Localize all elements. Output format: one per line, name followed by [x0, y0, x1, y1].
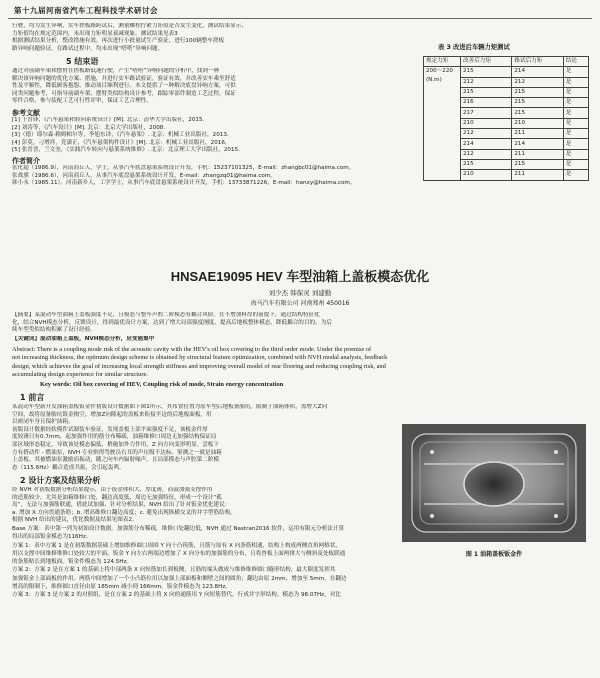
table-cell: 217: [461, 108, 512, 118]
table-cell: 212: [461, 77, 512, 87]
abstract-cn: 【摘要】某混动车型油箱上盖板强度不足，且模态与整车声腔二阶模态有耦合风险。在不增加料厚的前提下，通过结构特征优 化，结合NVH模态分析，反馈设计，得到最优设计方案，达到了增大局部强度刚度、提高后地板整体模态、降低耦合的目的。为后 续车型类似结构积累了设计经验。: [12, 312, 332, 334]
table-cell: 214: [461, 139, 512, 149]
table-cell: 216: [461, 98, 512, 108]
author-bio-item: 韩小永（1985.11），河南新乡人，工学学士，从事汽车底盘悬架系统设计开发，手机：13733871226，E-mail：hanxy@haima.com。: [12, 180, 356, 187]
table-cell: 是: [563, 170, 588, 180]
author-bio-title: 作者简介: [12, 157, 40, 165]
running-header: 第十九届河南省汽车工程科技学术研讨会: [14, 6, 158, 15]
reference-item: [5] 张晋晋，兰文奎，《实践汽车转向与悬架系统维修》. 北京：北京理工大学出版社，2015.: [12, 147, 240, 154]
torque-table: [423, 56, 589, 181]
reference-item: [2] 刘涛等，《汽车设计》[M]. 北京：北京大学出版社，2008.: [12, 124, 166, 131]
abstract-en: Abstract: There is a coupling mode risk of the acoustic cavity with the HEV's oil box covering to the third order mode. Under the premise of not increasing thickness, the optimum design scheme is obtained by structural feature optimization, combined with NVH modal analysis, feedback design, which achieves the goal of increasing local strength stiffness and improving overall model of rear flooring and reducing coupling risk, and accumulating design experience for similar structure.: [12, 346, 388, 378]
table-cell: 是: [563, 108, 588, 118]
table-cell: 是: [563, 139, 588, 149]
table-cell: 211: [512, 149, 563, 159]
table-cell: 215: [512, 98, 563, 108]
table-cell: 210: [512, 118, 563, 128]
fuel-tank-cover-image: [402, 424, 586, 542]
table-cell: 是: [563, 77, 588, 87]
table-cell: 212: [461, 149, 512, 159]
table-header-row: [424, 57, 589, 67]
table-cell: 215: [461, 159, 512, 169]
table-cell: 212: [512, 77, 563, 87]
table-header-cell: 路试后力矩: [512, 57, 563, 67]
table-cell: 214: [512, 67, 563, 77]
table-cell: 211: [512, 170, 563, 180]
references-list: [12, 117, 417, 155]
reference-item: [1] 于晋锋，《汽车悬架和转向系统设计》[M]. 北京：清华大学出版社，2015.: [12, 117, 205, 123]
paper-authors: 刘少杰 韩保灵 刘建勤: [268, 289, 332, 297]
table-cell: 是: [563, 159, 588, 169]
table-cell: 是: [563, 98, 588, 108]
reference-item: [4] 彭莫，刁增祥，党潇正，《汽车悬架构件设计》[M]. 北京：机械工业出版社，2016.: [12, 139, 227, 146]
author-bio-item: 张战旗（1986.6），河南商丘人，从事汽车底盘悬架系统设计开发，E-mail：zhangzq01@haima.com。: [12, 172, 276, 179]
table-cell: 214: [512, 139, 563, 149]
top-paragraph: 行驶，均为发生异响，实车搓板路跨试后，测量螺栓拧紧力矩值是否发生变化，测试结果显示， 力矩值均在规定范围内，未出现力矩明显衰减现象。测试结果见表3 根据测试结果分析，整改措施有效。再次进行小批量试生产验证，进行100辆整车搓板 路异响问题验证，在路试过程中，均未出现“嗒嗒”异响问题。: [12, 23, 247, 52]
table-row: [424, 67, 589, 77]
section-5-paragraph: 通过对前副车架和摆臂在搓板路低速行驶，产生“嗒嗒”异响问题的分析中，找到一种 解决该异响问题的优化方案、措施，并进行实车路试验证，验证有效，并改善实车乘坐舒适 性及平顺性，降低顾客抱怨，推动项目顺利进行。本文提供了一种解决底盘异响方案，可供 同类问题参考，可指导前副车架、摆臂类似结构设计参考，跟踪零部件制造工艺过程，保证 零件合格，参与装配工艺可行性评审，保证工艺合理性。: [12, 68, 236, 105]
section-1-paragraph: 某混动车型新开发油箱盖板钣金件初版设计数据如下图1所示，其布置位置为原车型后地板备胎坑。限制于油箱体积，需增大Z向 空间，故将原备胎坑钣金掏空，增加Z向隆起的盖板来衔接平这的后地板面板，用 以密闭车身且保护油箱。 初版设计数据经软模件试制装车验证，发现盖板上部平面强度不足，该板金件厚 度较薄只有0.7mm，起加强作用的筋分布稀疏，油箱维修口周边无加强结构保证局 部区域形态稳定，导致该处模态偏低，稍施加外力作用，Z 向方向变形明显。尝板下 方有搭动件 - 燃油泵，NVH 专业则得驾驶员右耳的声压级不达标。鉴测之一就是油箱 上盖板。其被燃油泵激励而振动，随之向车内辐射噪声，且局部模态与声腔第二阶模 态（115.6Hz）耦合造成共振，会引起轰鸣。: [12, 404, 328, 471]
paper-title: HNSAE19095 HEV 车型油箱上盖板模态优化: [170, 269, 430, 284]
reference-item: [3]（德）耶尔森·赖姆帕尔等，李旭东译，《汽车悬架》. 北京：机械工业出版社，2013.: [12, 132, 229, 139]
table-header-cell: 改善后力矩: [461, 57, 512, 67]
keywords-cn: 【关键词】混动油箱上盖板，NVH模态分析，应变能集中: [12, 336, 155, 342]
section-1-title: 1 前言: [20, 393, 45, 402]
table-cell: 215: [512, 108, 563, 118]
table-cell: 215: [461, 87, 512, 97]
section-2-title: 2 设计方案及结果分析: [20, 476, 101, 485]
section-2-paragraph-a: 经 NVH 对初版数据分析结果提示，由于钣金体积大、厚度薄，而鼓加强支撑作用 的造筋较少，尤其是油箱维修口处，翻边高度低，周边无加强特征，形成一个设计“孤 岛”，无法与加强筋联通，借此试加强，针对分析结果，NVH 给出了针对钣金优化建议： a. 增加 X 方向贯通条筋；b. 增高维修口翻边高度；c. 避免出现纵横交叉的井字型筋结构。 根据 NVH 给出的建议，优化数据及结果见图表2。: [12, 487, 236, 524]
table-cell: 是: [563, 67, 588, 77]
section-2-paragraph-b: Base 方案：表中第一列为初始设计数据。加强筋分布稀疏，维修口处翻边低，NVH 通过 Nastran2016 软件，运用有限元分析法计算 得出的局部钣金模态为116Hz。 方案 1：表中方案 1 是在初版数据基础上增加维修圆口周围 Y 向十凸筷筋，且筋与原有 X 向条筋相通，结构上构成两侧直角网格状， 用以支撑中间维修堆修口处较大的平面。钣金 Y 向左右两端边增加了 X 向分布的加强筋的分布，且将兽板上面两排大与侧斜及处板联通 的条筋贴长到地板面。钣金件模态为 124.5Hz。 方案 2：方案 2 是在方案 1 的基础上将中部两条 X 向短筋加长到板侧，且筋的端头做成与维修维修圆口隧形结构，最大限度发挥其 加强钣金上部面板的作用。两筋中间增加了一个小凸筋位用以加强上部面板和侧壁之间的圆角；翻边由原 2mm，增加至 5mm。在翻边 增高的限制下，维修圆口直径由原 185mm 减小到 166mm。钣金件模态为 123.8Hz。 方案 3：方案 3 是方案 2 的对照组，是在方案 2 的基础上将 X 向的通筋用 Y 向短筋替代，行成井字形结构。模态为 98.07Hz。对比: [12, 526, 347, 599]
table-header-cell: 规定力矩: [424, 57, 461, 67]
table-cell: 210: [461, 170, 512, 180]
table-cell: 215: [512, 159, 563, 169]
table-cell: 是: [563, 129, 588, 139]
table-cell: 212: [461, 129, 512, 139]
author-bio-item: 张化超（1986.9），河南商丘人，学士，从事汽车底盘悬架系统设计开发，手机：15237101325，E-mail：zhangbc01@haima.com。: [12, 165, 355, 171]
table-cell: 215: [512, 87, 563, 97]
fuel-tank-cover-photo: [402, 424, 586, 542]
section-5-title: 5 结束语: [66, 57, 99, 66]
table-cell: 是: [563, 87, 588, 97]
header-rule: [8, 18, 592, 19]
table-cell: 是: [563, 149, 588, 159]
table-cell: 210: [461, 118, 512, 128]
table-3-caption: 表 3 改进后车辆力矩测试: [438, 44, 510, 51]
paper-institution: 海马汽车有限公司 河南郑州 450016: [250, 300, 350, 307]
table-header-cell: 结论: [563, 57, 588, 67]
spec-cell: 200～220 (N.m): [424, 67, 461, 180]
references-title: 参考文献: [12, 109, 40, 117]
keywords-en: Key words: Oil box covering of HEV, Coupling risk of mode, Strain energy concentration: [40, 381, 284, 388]
table-cell: 是: [563, 118, 588, 128]
table-cell: 211: [512, 129, 563, 139]
table-cell: 215: [461, 67, 512, 77]
figure-1-caption: 图 1 油箱盖板钣金件: [465, 551, 523, 558]
